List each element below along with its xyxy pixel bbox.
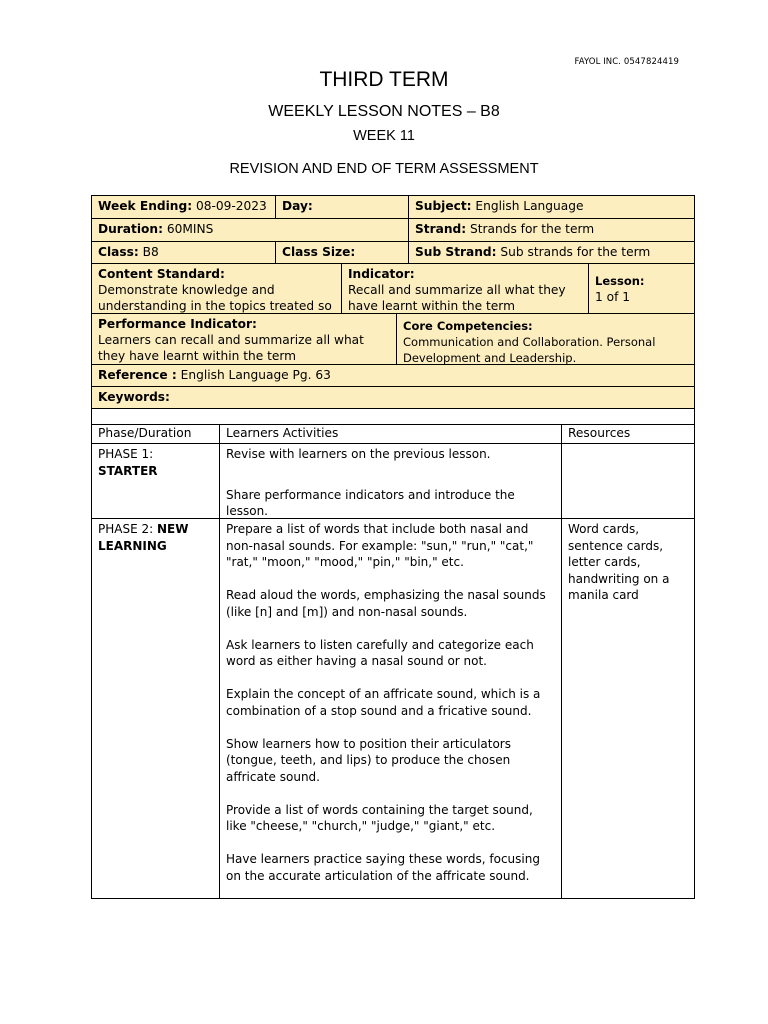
duration-cell [91, 218, 409, 242]
strand-cell [408, 218, 695, 242]
keywords-label: Keywords: [98, 390, 170, 404]
day-label: Day: [282, 199, 313, 213]
phase2-resources-cell [561, 518, 695, 899]
week-ending-value: 08-09-2023 [195, 199, 267, 213]
learners-activities-header: Learners Activities [219, 424, 562, 444]
core-competencies-label: Core Competencies: [403, 319, 533, 333]
phase1-activity-line: Revise with learners on the previous lesson. [226, 447, 491, 461]
phase-duration-header: Phase/Duration [91, 424, 220, 444]
week-ending-label: Week Ending: [98, 199, 193, 213]
sub-strand-label: Sub Strand: [415, 245, 497, 259]
phase2-name-part2: LEARNING [98, 538, 167, 553]
duration-value: 60MINS [166, 222, 214, 236]
reference-label: Reference : [98, 368, 177, 382]
class-size-cell [275, 241, 409, 264]
week-label: WEEK 11 [353, 128, 415, 144]
performance-indicator-cell [91, 313, 397, 365]
page-subtitle: WEEKLY LESSON NOTES – B8 [268, 103, 500, 120]
performance-indicator-label: Performance Indicator: [98, 317, 257, 331]
phase1-name: STARTER [98, 463, 158, 478]
strand-label: Strand: [415, 222, 467, 236]
phase2-activity-paragraph: Prepare a list of words that include both nasal and non-nasal sounds. For example: "sun," "run," "cat," "rat," "moon," "mood," "pin," "bin," etc. [226, 522, 534, 569]
content-standard-label: Content Standard: [98, 267, 225, 281]
day-cell [275, 195, 409, 219]
publisher-watermark: FAYOL INC. 0547824419 [574, 57, 679, 67]
indicator-cell [341, 263, 589, 314]
subject-value: English Language [475, 199, 584, 213]
content-standard-cell [91, 263, 342, 314]
phase1-activities-cell [219, 443, 562, 519]
class-label: Class: [98, 245, 139, 259]
phase1-activity-line: Share performance indicators and introduce the lesson. [226, 487, 515, 518]
lesson-value: 1 of 1 [595, 290, 631, 304]
phase2-label: PHASE 2: [98, 522, 154, 536]
lesson-cell [588, 263, 695, 314]
keywords-cell [91, 386, 695, 409]
page-title: THIRD TERM [319, 68, 449, 91]
reference-value: English Language Pg. 63 [180, 368, 331, 382]
class-size-label: Class Size: [282, 245, 356, 259]
topic-title: REVISION AND END OF TERM ASSESSMENT [229, 161, 539, 177]
week-ending-cell [91, 195, 276, 219]
indicator-value: Recall and summarize all what they have learnt within the term [348, 283, 566, 313]
content-standard-value: Demonstrate knowledge and understanding in the topics treated so [98, 283, 332, 313]
lesson-label: Lesson: [595, 274, 645, 288]
core-competencies-value: Communication and Collaboration. Personal Development and Leadership. [403, 335, 656, 365]
sub-strand-value: Sub strands for the term [500, 245, 651, 259]
phase2-activity-paragraph: Read aloud the words, emphasizing the nasal sounds (like [n] and [m]) and non-nasal sounds. [226, 588, 546, 619]
strand-value: Strands for the term [470, 222, 595, 236]
phase2-activity-paragraph: Have learners practice saying these words, focusing on the accurate articulation of the affricate sound. [226, 852, 540, 883]
core-competencies-cell [396, 313, 695, 365]
phase2-activity-paragraph: Provide a list of words containing the target sound, like "cheese," "church," "judge," "giant," etc. [226, 802, 533, 833]
resources-header: Resources [561, 424, 695, 444]
phase2-activity-paragraph: Explain the concept of an affricate sound, which is a combination of a stop sound and a fricative sound. [226, 687, 541, 718]
class-cell [91, 241, 276, 264]
phase1-label: PHASE 1: [98, 447, 154, 461]
subject-cell [408, 195, 695, 219]
phase2-activities-cell [219, 518, 562, 899]
phase2-activity-paragraph: Show learners how to position their articulators (tongue, teeth, and lips) to produce the chosen affricate sound. [226, 736, 511, 784]
reference-cell [91, 364, 695, 387]
indicator-label: Indicator: [348, 267, 415, 281]
phase2-activity-paragraph: Ask learners to listen carefully and categorize each word as either having a nasal sound or not. [226, 637, 534, 668]
subject-label: Subject: [415, 199, 472, 213]
phase2-cell [91, 518, 220, 899]
phase1-resources-cell [561, 443, 695, 519]
phase2-resources-text: Word cards, sentence cards, letter cards, handwriting on a manila card [568, 522, 670, 602]
phase1-cell [91, 443, 220, 519]
sub-strand-cell [408, 241, 695, 264]
performance-indicator-value: Learners can recall and summarize all what they have learnt within the term [98, 333, 364, 363]
duration-label: Duration: [98, 222, 163, 236]
phase2-name-part1: NEW [157, 522, 189, 536]
spacer-row [91, 408, 695, 425]
class-value: B8 [142, 245, 159, 259]
